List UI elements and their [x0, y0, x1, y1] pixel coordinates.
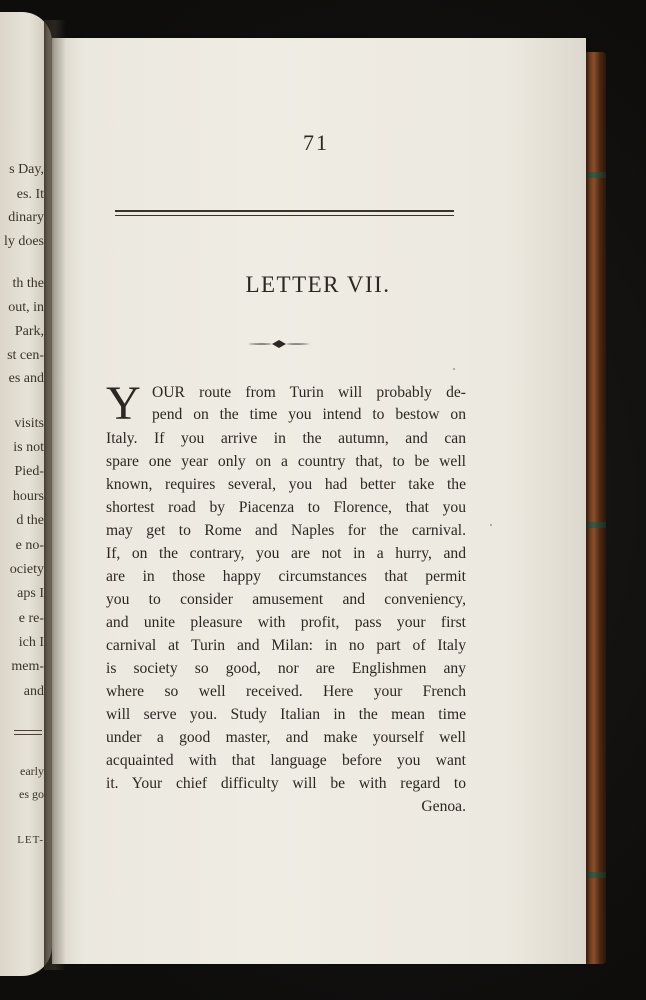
left-page-line: th the — [12, 276, 44, 291]
ornament-divider-icon — [248, 338, 310, 350]
left-page-line: st cen- — [7, 348, 44, 363]
paper-speck — [453, 368, 455, 370]
header-rule-thin — [115, 215, 454, 216]
left-page-rule — [14, 734, 42, 735]
page-gutter-shadow — [44, 20, 66, 970]
left-page-line: ly does — [3, 234, 44, 249]
left-page-line: is not — [13, 440, 44, 455]
body-line: you to consider amusement and conveniency, — [106, 591, 466, 608]
body-line: and unite pleasure with profit, pass your first — [106, 614, 466, 631]
left-page-text — [0, 12, 50, 976]
body-line: may get to Rome and Naples for the carnival. — [106, 522, 466, 539]
body-line: carnival at Turin and Milan: in no part of Italy — [106, 637, 466, 654]
left-page-line: early — [20, 764, 44, 778]
left-page-line: hours — [12, 489, 44, 504]
left-page-line: es. It — [16, 187, 44, 202]
left-page-line: e no- — [15, 538, 44, 553]
letter-title: LETTER VII. — [245, 272, 391, 297]
left-page-rule — [14, 730, 42, 731]
left-page-line: s Day, — [9, 162, 44, 177]
body-line: shortest road by Piacenza to Florence, that you — [106, 499, 466, 516]
body-line: Italy. If you arrive in the autumn, and can — [106, 430, 466, 447]
body-line: Genoa. — [421, 798, 466, 815]
left-page-line: and — [23, 684, 44, 699]
body-line: acquainted with that language before you want — [106, 752, 466, 769]
left-page-line: e re- — [18, 611, 44, 626]
left-page-line: d the — [16, 513, 44, 528]
body-line: OUR route from Turin will probably de- — [152, 384, 466, 401]
right-page — [52, 38, 586, 964]
body-line: are in those happy circumstances that permit — [106, 568, 466, 585]
left-page-line: ociety — [9, 562, 44, 577]
left-page-line: ich I — [18, 635, 44, 650]
page-number: 71 — [303, 130, 329, 155]
paper-speck — [490, 524, 492, 526]
left-page-line: out, in — [8, 300, 44, 315]
left-page-line: Park, — [14, 324, 44, 339]
left-page-line: dinary — [8, 210, 44, 225]
left-page-line: aps I — [17, 586, 44, 601]
left-page-line: mem- — [11, 659, 44, 674]
left-page-line: es go — [19, 787, 44, 801]
body-line: is society so good, nor are Englishmen any — [106, 660, 466, 677]
body-line: under a good master, and make yourself well — [106, 729, 466, 746]
body-line: known, requires several, you had better take the — [106, 476, 466, 493]
header-rule-thick — [115, 210, 454, 212]
left-page-line: es and — [8, 371, 44, 386]
body-line: If, on the contrary, you are not in a hurry, and — [106, 545, 466, 562]
body-line: where so well received. Here your French — [106, 683, 466, 700]
drop-cap: Y — [106, 377, 141, 430]
body-line: will serve you. Study Italian in the mean time — [106, 706, 466, 723]
left-page-line: visits — [14, 416, 44, 431]
left-page-line: Pied- — [14, 464, 44, 479]
body-line: spare one year only on a country that, to be well — [106, 453, 466, 470]
body-line: it. Your chief difficulty will be with regard to — [106, 775, 466, 792]
left-page-catchword: LET- — [17, 834, 44, 846]
body-line: pend on the time you intend to bestow on — [152, 406, 466, 423]
